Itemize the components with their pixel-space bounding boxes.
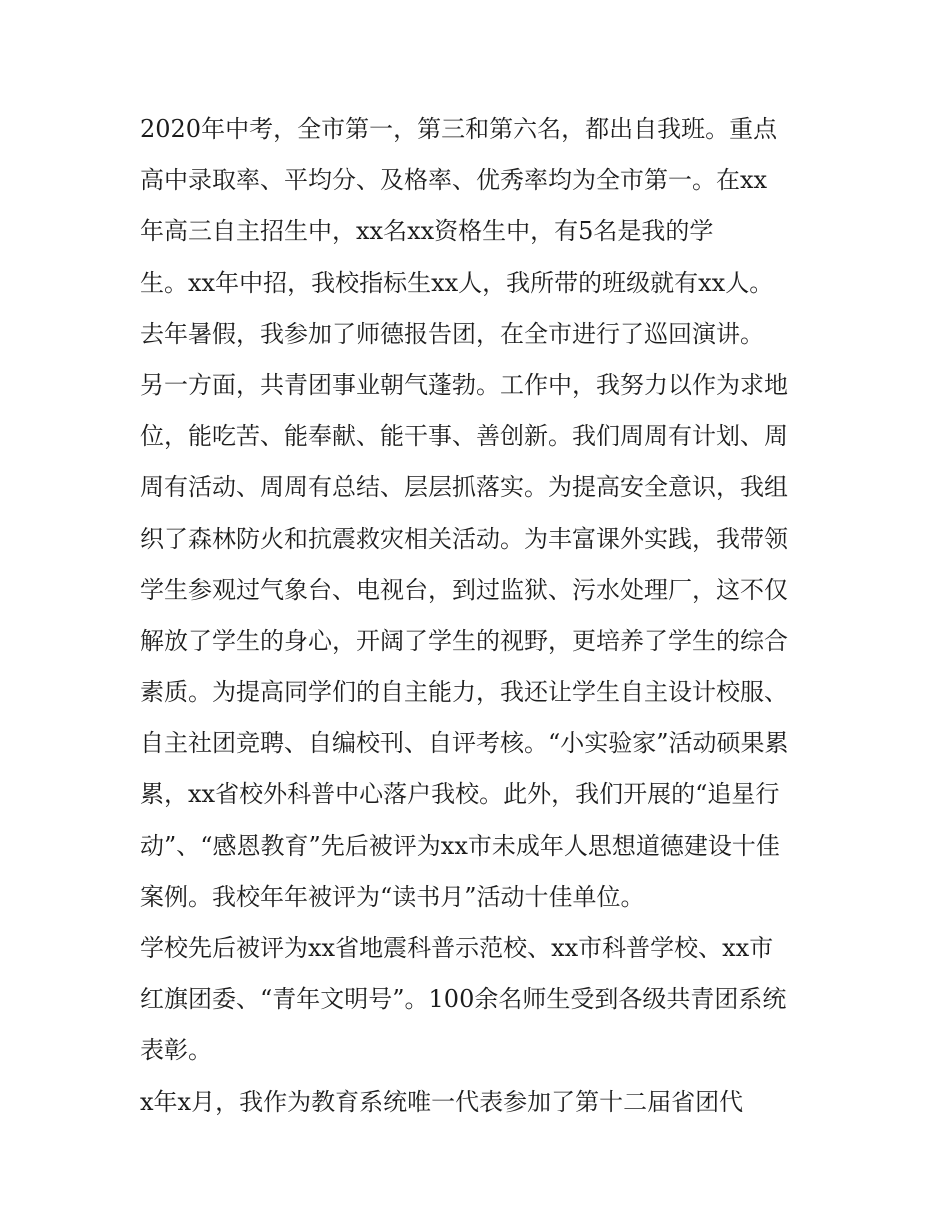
text-line: 织了森林防火和抗震救灾相关活动。为丰富课外实践，我带领 [140, 524, 788, 553]
text-line: x年x月，我作为教育系统唯一代表参加了第十二届省团代 [140, 1087, 744, 1116]
text-line: 累，xx省校外科普中心落户我校。此外，我们开展的“追星行 [140, 780, 780, 809]
text-line: 生。xx年中招，我校指标生xx人，我所带的班级就有xx人。 [140, 268, 774, 297]
document-body [140, 104, 830, 1128]
text-line: 去年暑假，我参加了师德报告团，在全市进行了巡回演讲。 [140, 319, 764, 348]
text-line: 解放了学生的身心，开阔了学生的视野，更培养了学生的综合 [140, 626, 788, 655]
text-line: 周有活动、周周有总结、层层抓落实。为提高安全意识，我组 [140, 473, 788, 502]
text-line: 另一方面，共青团事业朝气蓬勃。工作中，我努力以作为求地 [140, 370, 788, 399]
text-line: 2020年中考，全市第一，第三和第六名，都出自我班。重点 [140, 115, 778, 143]
text-line: 案例。我校年年被评为“读书月”活动十佳单位。 [140, 882, 645, 911]
text-line: 红旗团委、“青年文明号”。100余名师生受到各级共青团系统 [140, 985, 787, 1014]
text-line: 年高三自主招生中，xx名xx资格生中，有5名是我的学 [140, 217, 714, 246]
text-line: 高中录取率、平均分、及格率、优秀率均为全市第一。在xx [140, 166, 768, 195]
text-line: 动”、“感恩教育”先后被评为xx市未成年人思想道德建设十佳 [140, 831, 780, 860]
text-line: 学生参观过气象台、电视台，到过监狱、污水处理厂，这不仅 [140, 575, 788, 604]
text-line: 素质。为提高同学们的自主能力，我还让学生自主设计校服、 [140, 678, 788, 707]
text-line: 表彰。 [140, 1036, 212, 1065]
text-line: 自主社团竞聘、自编校刊、自评考核。“小实验家”活动硕果累 [140, 729, 789, 758]
text-line: 位，能吃苦、能奉献、能干事、善创新。我们周周有计划、周 [140, 422, 788, 451]
text-line: 学校先后被评为xx省地震科普示范校、xx市科普学校、xx市 [140, 934, 774, 962]
